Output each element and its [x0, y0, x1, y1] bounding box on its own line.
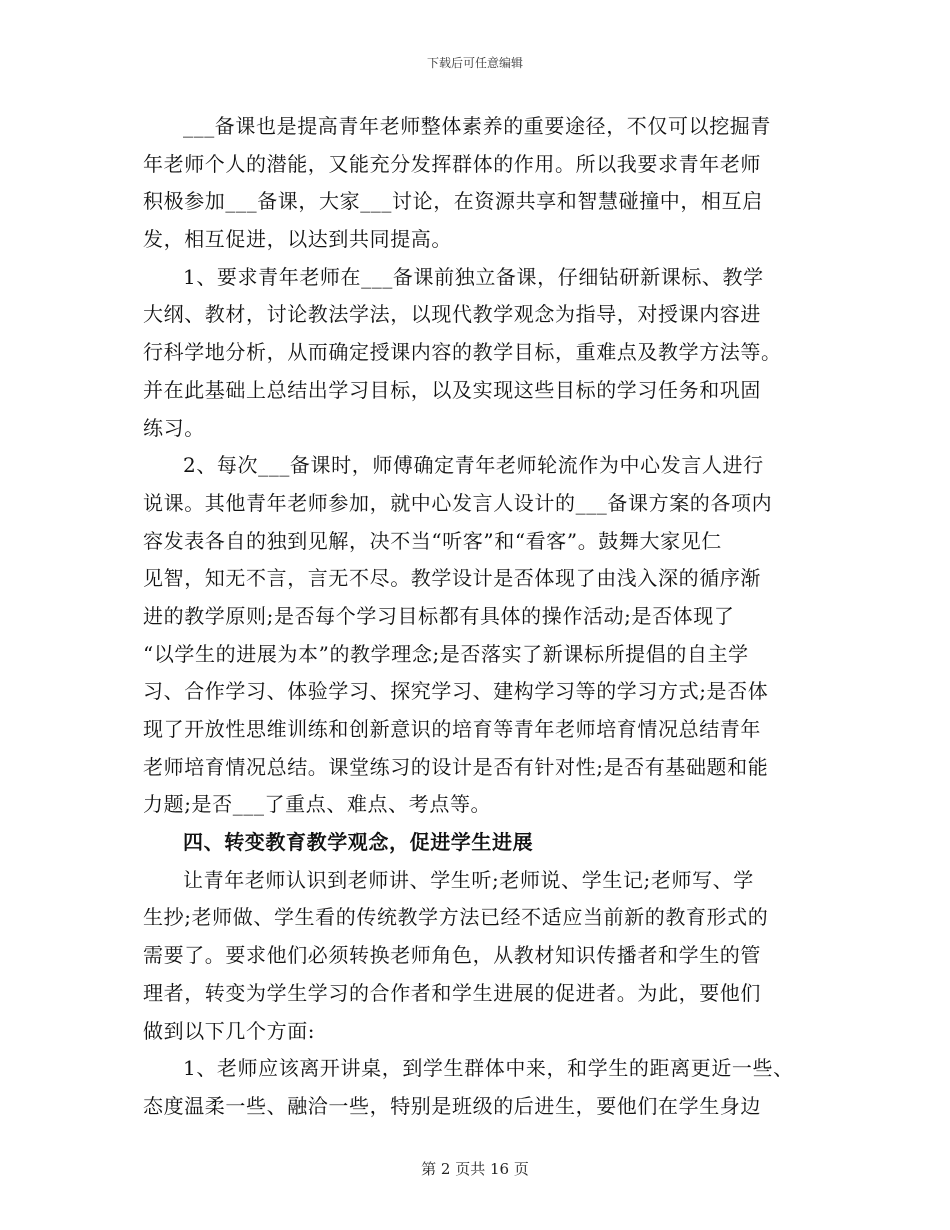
paragraph-line: 做到以下几个方面: — [143, 1018, 316, 1043]
paragraph-line: 行科学地分析，从而确定授课内容的教学目标，重难点及教学方法等。 — [143, 340, 782, 365]
paragraph-line: 力题;是否___了重点、难点、考点等。 — [143, 792, 492, 817]
paragraph-line: 现了开放性思维训练和创新意识的培育等青年老师培育情况总结青年 — [143, 717, 761, 741]
document-body — [143, 108, 823, 1126]
paragraph-line: 发，相互促进，以达到共同提高。 — [143, 227, 452, 252]
paragraph-line: ___备课也是提高青年老师整体素养的重要途径，不仅可以挖掘青 — [183, 114, 771, 138]
paragraph-line: 练习。 — [143, 415, 205, 440]
paragraph-line: 理者，转变为学生学习的合作者和学生进展的促进者。为此，要他们 — [143, 980, 761, 1005]
page-header-note: 下载后可任意编辑 — [426, 56, 523, 70]
paragraph-line: 1、要求青年老师在___备课前独立备课，仔细钻研新课标、教学 — [183, 264, 764, 289]
paragraph-line: 见智，知无不言，言无不尽。教学设计是否体现了由浅入深的循序渐 — [143, 566, 761, 591]
paragraph-line: 并在此基础上总结出学习目标，以及实现这些目标的学习任务和巩固 — [143, 377, 761, 402]
section-heading: 四、转变教育教学观念，促进学生进展 — [183, 830, 534, 855]
paragraph-line: 需要了。要求他们必须转换老师角色，从教材知识传播者和学生的管 — [143, 943, 761, 968]
paragraph-line: 让青年老师认识到老师讲、学生听;老师说、学生记;老师写、学 — [183, 867, 754, 892]
paragraph-line: 1、老师应该离开讲桌，到学生群体中来，和学生的距离更近一些、 — [183, 1056, 794, 1081]
paragraph-line: 大纲、教材，讨论教法学法，以现代教学观念为指导，对授课内容进 — [143, 302, 761, 327]
paragraph-line: 容发表各自的独到见解，决不当“听客”和“看客”。鼓舞大家见仁 — [143, 528, 722, 553]
paragraph-line: “以学生的进展为本”的教学理念;是否落实了新课标所提倡的自主学 — [143, 641, 749, 666]
paragraph-line: 年老师个人的潜能，又能充分发挥群体的作用。所以我要求青年老师 — [143, 151, 761, 176]
paragraph-line: 生抄;老师做、学生看的传统教学方法已经不适应当前新的教育形式的 — [143, 905, 769, 930]
paragraph-line: 老师培育情况总结。课堂练习的设计是否有针对性;是否有基础题和能 — [143, 754, 769, 779]
paragraph-line: 2、每次___备课时，师傅确定青年老师轮流作为中心发言人进行 — [183, 453, 764, 478]
paragraph-line: 态度温柔一些、融洽一些，特别是班级的后进生，要他们在学生身边 — [143, 1093, 761, 1118]
paragraph-line: 说课。其他青年老师参加，就中心发言人设计的___备课方案的各项内 — [143, 490, 773, 515]
page-number-footer: 第 2 页共 16 页 — [421, 1160, 529, 1178]
paragraph-line: 积极参加___备课，大家___讨论，在资源共享和智慧碰撞中，相互启 — [143, 189, 763, 214]
paragraph-line: 习、合作学习、体验学习、探究学习、建构学习等的学习方式;是否体 — [143, 679, 769, 704]
paragraph-line: 进的教学原则;是否每个学习目标都有具体的操作活动;是否体现了 — [143, 603, 735, 628]
